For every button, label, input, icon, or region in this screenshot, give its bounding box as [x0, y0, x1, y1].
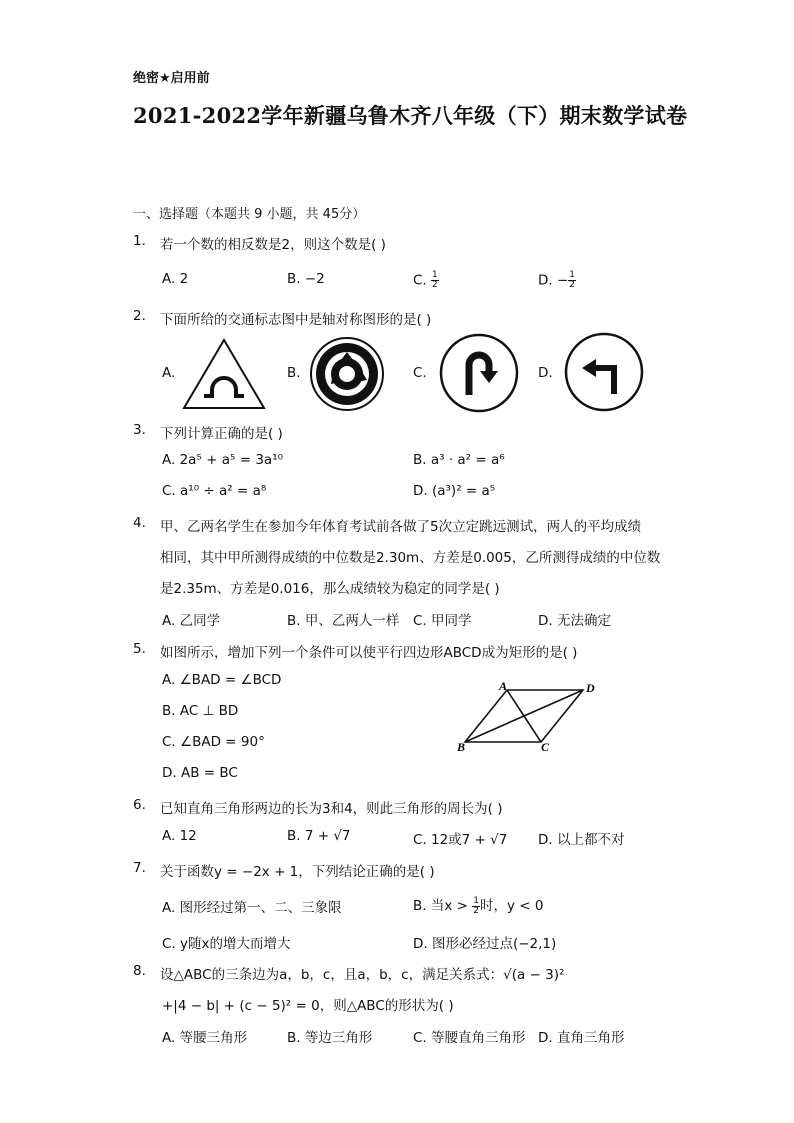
fraction: $\frac{1}{2}$ — [432, 270, 438, 290]
option-b-suffix: 时，y < 0 — [479, 898, 544, 914]
question-text: 如图所示，增加下列一个条件可以使平行四边形ABCD成为矩形的是( ) — [160, 645, 578, 661]
option-d: D. AB = BC — [162, 765, 238, 781]
question-text: 已知直角三角形两边的长为3和4，则此三角形的周长为( ) — [160, 801, 503, 817]
section-heading: 一、选择题（本题共 9 小题，共 45分） — [133, 207, 366, 222]
u-turn-sign-icon — [439, 333, 519, 413]
option-c — [413, 271, 439, 290]
option-a: A. 2 — [162, 271, 189, 287]
option-b: B. −2 — [287, 271, 325, 287]
option-c: C. ∠BAD = 90° — [162, 734, 265, 750]
question-number: 5. — [133, 641, 146, 657]
option-b: B. 等边三角形 — [287, 1030, 373, 1046]
question-number: 3. — [133, 422, 146, 438]
option-b: B. 甲、乙两人一样 — [287, 613, 400, 629]
question-text-line: 设△ABC的三条边为a，b，c，且a，b，c，满足关系式：√(a − 3)² — [160, 967, 565, 983]
question-text: 关于函数y = −2x + 1，下列结论正确的是( ) — [160, 864, 435, 880]
secret-label: 绝密★启用前 — [133, 71, 210, 86]
option-b: B. AC ⊥ BD — [162, 703, 239, 719]
option-b-prefix: B. 当x > — [413, 898, 473, 914]
question-number: 6. — [133, 797, 146, 813]
warning-triangle-sign-icon — [182, 338, 266, 410]
page-title: 2021-2022学年新疆乌鲁木齐八年级（下）期末数学试卷 — [133, 103, 688, 128]
vertex-label-a: A — [499, 679, 508, 693]
option-c: C. — [413, 365, 427, 381]
question-number: 7. — [133, 860, 146, 876]
option-d: D. — [538, 365, 553, 381]
question-text-line: 是2.35m、方差是0.016，那么成绩较为稳定的同学是( ) — [160, 581, 500, 597]
option-a: A. 12 — [162, 828, 197, 844]
vertex-label-c: C — [541, 740, 550, 754]
question-text: 下列计算正确的是( ) — [160, 426, 283, 442]
option-b: B. 7 + √7 — [287, 828, 351, 844]
parallelogram-figure — [455, 680, 605, 752]
option-c: C. 等腰直角三角形 — [413, 1030, 526, 1046]
option-d: D. (a³)² = a⁵ — [413, 483, 496, 499]
option-d: D. 直角三角形 — [538, 1030, 625, 1046]
option-d: D. 无法确定 — [538, 613, 611, 629]
vertex-label-d: D — [586, 681, 595, 695]
option-a: A. 等腰三角形 — [162, 1030, 248, 1046]
left-turn-sign-icon — [564, 332, 644, 412]
option-c: C. y随x的增大而增大 — [162, 936, 291, 952]
option-b: B. — [287, 365, 301, 381]
question-number: 4. — [133, 515, 146, 531]
question-text: 若一个数的相反数是2，则这个数是( ) — [160, 237, 386, 253]
option-a: A. 图形经过第一、二、三象限 — [162, 900, 342, 916]
option-a: A. ∠BAD = ∠BCD — [162, 672, 282, 688]
option-d: D. 以上都不对 — [538, 832, 625, 848]
question-text-line: 相同，其中甲所测得成绩的中位数是2.30m、方差是0.005，乙所测得成绩的中位数 — [160, 550, 661, 566]
option-b — [413, 894, 543, 916]
option-c: C. a¹⁰ ÷ a² = a⁸ — [162, 483, 267, 499]
option-c: C. 甲同学 — [413, 613, 472, 629]
fraction: $\frac{1}{2}$ — [473, 895, 479, 916]
question-number: 2. — [133, 308, 146, 324]
option-d-label: D. − — [538, 272, 569, 289]
question-text-line: +|4 − b| + (c − 5)² = 0，则△ABC的形状为( ) — [162, 998, 454, 1014]
question-number: 1. — [133, 233, 146, 249]
option-a: A. 2a⁵ + a⁵ = 3a¹⁰ — [162, 452, 284, 468]
option-d — [538, 271, 576, 290]
option-c: C. 12或7 + √7 — [413, 832, 508, 848]
option-a: A. — [162, 365, 176, 381]
option-c-label: C. — [413, 272, 432, 289]
vertex-label-b: B — [457, 740, 466, 754]
option-a: A. 乙同学 — [162, 613, 221, 629]
option-d: D. 图形必经过点(−2,1) — [413, 936, 557, 952]
question-text: 下面所给的交通标志图中是轴对称图形的是( ) — [160, 312, 432, 328]
fraction: $\frac{1}{2}$ — [569, 270, 576, 290]
roundabout-sign-icon — [309, 336, 385, 412]
question-text-line: 甲、乙两名学生在参加今年体育考试前各做了5次立定跳远测试，两人的平均成绩 — [160, 519, 642, 535]
question-number: 8. — [133, 963, 146, 979]
option-b: B. a³ · a² = a⁶ — [413, 452, 505, 468]
